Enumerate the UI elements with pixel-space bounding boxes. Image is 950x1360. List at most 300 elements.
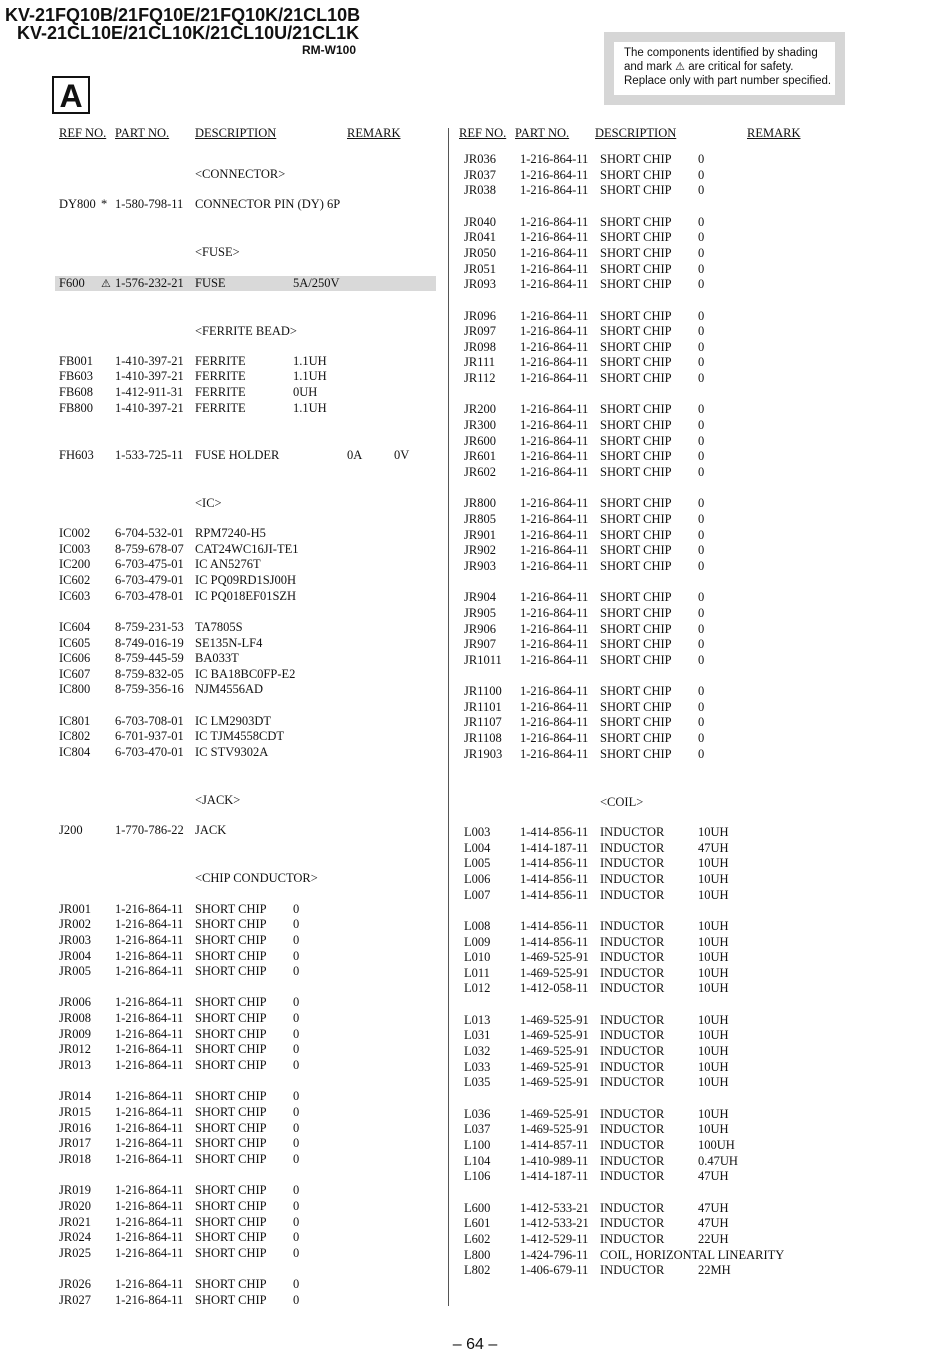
ref-no: IC800 [59, 682, 91, 697]
section-label: A [52, 76, 90, 114]
table-row [460, 888, 841, 904]
part-no: 6-703-478-01 [115, 588, 184, 603]
part-no: 1-770-786-22 [115, 823, 184, 838]
part-no: 1-414-856-11 [520, 934, 589, 949]
part-no: 1-216-864-11 [115, 1120, 184, 1135]
description: INDUCTOR [600, 1028, 665, 1043]
section-heading: <FUSE> [195, 245, 240, 260]
value: 10UH [698, 1075, 729, 1090]
part-no: 6-703-708-01 [115, 713, 184, 728]
description: SHORT CHIP [600, 496, 672, 511]
value: 0 [698, 371, 705, 386]
description: SHORT CHIP [600, 621, 672, 636]
part-no: 1-580-798-11 [115, 197, 184, 212]
value: 0 [698, 465, 705, 479]
ref-no: IC604 [59, 619, 91, 634]
table-row [460, 215, 841, 231]
ref-no: JR097 [464, 324, 496, 339]
table-row [55, 197, 436, 213]
value: 0 [698, 746, 705, 761]
table-row [55, 636, 436, 652]
description: INDUCTOR [600, 1169, 665, 1184]
part-no: 1-216-864-11 [115, 964, 184, 979]
part-no: 1-216-864-11 [115, 1151, 184, 1166]
value: 10UH [698, 1059, 729, 1074]
table-row [460, 622, 841, 638]
table-row [460, 747, 841, 763]
ref-no: JR021 [59, 1214, 91, 1229]
value: 10UH [698, 981, 729, 996]
description: SHORT CHIP [600, 731, 672, 746]
value: 0 [698, 496, 705, 511]
ref-no: JR093 [464, 277, 496, 292]
value: 0 [698, 324, 705, 339]
table-row [55, 385, 436, 401]
safety-note-line3: Replace only with part number specified. [624, 75, 832, 87]
part-no: 1-216-864-11 [115, 1105, 184, 1119]
part-no: 1-216-864-11 [520, 637, 589, 652]
ref-no: L032 [464, 1044, 491, 1059]
value: 10UH [698, 856, 729, 871]
part-no: 1-412-529-11 [520, 1231, 589, 1246]
table-row [55, 1027, 436, 1043]
table-row [460, 1232, 841, 1248]
right-header-remark: REMARK [747, 126, 801, 140]
table-row [55, 745, 436, 761]
table-row [460, 230, 841, 246]
table-row [460, 1263, 841, 1279]
table-row [55, 1183, 436, 1199]
part-no: 1-216-864-11 [520, 433, 589, 448]
part-no: 1-216-864-11 [115, 1214, 184, 1229]
part-no: 1-216-864-11 [520, 183, 589, 198]
ref-no: JR015 [59, 1105, 91, 1119]
description: FERRITE [195, 369, 246, 384]
value: 1.1UH [293, 353, 327, 368]
table-row [55, 557, 436, 573]
description: IC PQ018EF01SZH [195, 588, 297, 603]
description: INDUCTOR [600, 1153, 665, 1168]
part-no: 1-410-989-11 [520, 1153, 589, 1168]
table-row [460, 262, 841, 278]
part-no: 1-216-864-11 [115, 932, 184, 947]
value: 10UH [698, 824, 729, 839]
table-row [460, 183, 841, 199]
part-no: 1-216-864-11 [115, 1042, 184, 1057]
description: SHORT CHIP [600, 214, 672, 229]
ref-no: FB603 [59, 369, 94, 384]
ref-no: FB608 [59, 385, 94, 400]
part-no: 6-704-532-01 [115, 525, 184, 540]
value: 0 [698, 214, 705, 229]
description: SHORT CHIP [600, 465, 672, 479]
part-no: 1-216-864-11 [520, 402, 589, 417]
table-row [55, 1058, 436, 1074]
description: SHORT CHIP [195, 932, 267, 947]
description: INDUCTOR [600, 887, 665, 902]
value: 0 [293, 1120, 300, 1135]
part-no: 1-216-864-11 [520, 558, 589, 573]
description: SHORT CHIP [600, 245, 672, 260]
table-row [55, 682, 436, 698]
value: 10UH [698, 918, 729, 933]
description: SHORT CHIP [195, 1011, 267, 1026]
part-no: 1-216-864-11 [520, 605, 589, 620]
ref-no: JR602 [464, 465, 496, 479]
value: 0 [293, 1105, 300, 1119]
ref-no: L009 [464, 934, 491, 949]
table-row [460, 981, 841, 997]
value: 0 [293, 1292, 300, 1307]
ref-no: IC802 [59, 729, 91, 744]
safety-note-line2-pre: and mark [624, 61, 672, 73]
table-row [460, 1201, 841, 1217]
description: SHORT CHIP [195, 1136, 267, 1151]
table-row [55, 1105, 436, 1121]
description: IC LM2903DT [195, 713, 272, 728]
ref-no: JR040 [464, 214, 496, 229]
ref-no: L036 [464, 1106, 491, 1121]
table-row [460, 246, 841, 262]
description: INDUCTOR [600, 950, 665, 965]
ref-no: IC003 [59, 541, 91, 556]
value: 0 [698, 418, 705, 433]
table-row [55, 1011, 436, 1027]
part-no: 1-469-525-91 [520, 1012, 589, 1027]
part-no: 1-412-533-21 [520, 1216, 589, 1231]
part-no: 1-412-058-11 [520, 981, 589, 996]
description: INDUCTOR [600, 856, 665, 871]
description: INDUCTOR [600, 1263, 665, 1278]
table-row [460, 935, 841, 951]
ref-no: L100 [464, 1137, 491, 1152]
ref-no: IC605 [59, 635, 91, 650]
table-row [55, 823, 436, 839]
table-row [460, 418, 841, 434]
value: 10UH [698, 1012, 729, 1027]
table-row [460, 324, 841, 340]
value: 0 [698, 277, 705, 292]
ref-no: JR903 [464, 558, 496, 573]
value: 0 [698, 684, 705, 699]
description: INDUCTOR [600, 981, 665, 996]
table-row [460, 872, 841, 888]
ref-no: L033 [464, 1059, 491, 1074]
ref-no: JR905 [464, 605, 496, 620]
table-row [55, 714, 436, 730]
ref-no: JR907 [464, 637, 496, 652]
ref-no: JR009 [59, 1026, 91, 1041]
ref-no: IC602 [59, 572, 91, 587]
table-row [460, 449, 841, 465]
value: 0 [293, 1026, 300, 1041]
description: SHORT CHIP [600, 152, 672, 166]
part-no: 6-701-937-01 [115, 729, 184, 744]
ref-no: L007 [464, 887, 491, 902]
part-no: 1-216-864-11 [520, 746, 589, 761]
description: NJM4556AD [195, 682, 264, 697]
part-no: 1-424-796-11 [520, 1247, 589, 1262]
value: 0 [293, 917, 300, 932]
description: INDUCTOR [600, 965, 665, 980]
value: 10UH [698, 950, 729, 965]
description: SHORT CHIP [600, 418, 672, 433]
description: SHORT CHIP [195, 1151, 267, 1166]
table-row [55, 995, 436, 1011]
ref-no: F600 [59, 275, 85, 290]
ref-no: JR300 [464, 418, 496, 433]
table-row [460, 1044, 841, 1060]
part-no: 1-216-864-11 [520, 465, 589, 479]
ref-no: L800 [464, 1247, 491, 1262]
part-no: 1-216-864-11 [115, 995, 184, 1010]
value: 22MH [698, 1263, 731, 1278]
ref-no: L003 [464, 824, 491, 839]
value: 0 [293, 964, 300, 979]
part-no: 1-216-864-11 [520, 590, 589, 605]
ref-no: L006 [464, 871, 491, 886]
description: SHORT CHIP [195, 1277, 267, 1292]
part-no: 8-759-445-59 [115, 651, 184, 666]
table-row [460, 496, 841, 512]
ref-no: JR800 [464, 496, 496, 511]
ref-no: JR018 [59, 1151, 91, 1166]
table-row [460, 590, 841, 606]
ref-no: IC801 [59, 713, 91, 728]
value: 0 [293, 1042, 300, 1057]
table-row [460, 1107, 841, 1123]
value: 0 [293, 1245, 300, 1260]
ref-no: JR008 [59, 1011, 91, 1026]
part-no: 1-414-187-11 [520, 840, 589, 855]
part-no: 1-216-864-11 [520, 496, 589, 511]
value: 10UH [698, 871, 729, 886]
ref-no: JR004 [59, 948, 91, 963]
description: SHORT CHIP [195, 917, 267, 932]
description: SHORT CHIP [195, 964, 267, 979]
value: 0 [698, 355, 705, 370]
table-row [460, 684, 841, 700]
part-no: 1-216-864-11 [115, 1183, 184, 1198]
ref-no: L031 [464, 1028, 491, 1043]
ref-no: JR200 [464, 402, 496, 417]
part-no: 1-469-525-91 [520, 1122, 589, 1137]
table-row [55, 933, 436, 949]
value: 10UH [698, 1044, 729, 1059]
description: SHORT CHIP [600, 402, 672, 417]
description: INDUCTOR [600, 1106, 665, 1121]
ref-no: L035 [464, 1075, 491, 1090]
table-row [55, 1246, 436, 1262]
ref-no: L010 [464, 950, 491, 965]
part-no: 1-216-864-11 [520, 418, 589, 433]
description: IC TJM4558CDT [195, 729, 285, 744]
part-no: 6-703-479-01 [115, 572, 184, 587]
table-row [55, 401, 436, 417]
model-line-1: KV-21FQ10B/21FQ10E/21FQ10K/21CL10B [5, 5, 361, 25]
page-number: – 64 – [452, 1336, 498, 1353]
part-no: 1-216-864-11 [115, 901, 184, 916]
column-divider [448, 128, 449, 1306]
part-no: 1-216-864-11 [115, 1136, 184, 1151]
part-no: 1-216-864-11 [520, 152, 589, 166]
ref-no: JR1903 [464, 746, 503, 761]
description: BA033T [195, 651, 239, 666]
remote-model: RM-W100 [302, 43, 357, 57]
description: SHORT CHIP [195, 901, 267, 916]
part-no: 8-759-356-16 [115, 682, 184, 697]
safety-note-text [614, 42, 835, 95]
part-no: 1-414-856-11 [520, 856, 589, 871]
part-no: 1-216-864-11 [520, 308, 589, 323]
value: 0 [293, 1214, 300, 1229]
value: 0 [698, 183, 705, 198]
table-row [55, 917, 436, 933]
part-no: 1-414-856-11 [520, 887, 589, 902]
value: 0 [698, 527, 705, 542]
part-no: 1-216-864-11 [115, 1230, 184, 1245]
ref-no: JR036 [464, 152, 496, 166]
ref-no: JR805 [464, 511, 496, 526]
table-row [460, 402, 841, 418]
value: 10UH [698, 887, 729, 902]
value: 0UH [293, 385, 318, 400]
description: SHORT CHIP [600, 652, 672, 667]
ref-no: JR041 [464, 230, 496, 245]
value: 0 [698, 605, 705, 620]
table-row [460, 1122, 841, 1138]
ref-no: JR017 [59, 1136, 91, 1151]
part-no: 1-216-864-11 [115, 1245, 184, 1260]
part-no: 1-469-525-91 [520, 965, 589, 980]
table-row [55, 964, 436, 980]
part-no: 1-216-864-11 [115, 1198, 184, 1213]
table-row [55, 1089, 436, 1105]
ref-no: JR002 [59, 917, 91, 932]
value: 0 [698, 152, 705, 166]
value: 47UH [698, 1169, 729, 1184]
table-row [55, 1293, 436, 1309]
description: INDUCTOR [600, 1200, 665, 1215]
part-no: 1-469-525-91 [520, 1106, 589, 1121]
part-no: 1-414-857-11 [520, 1137, 589, 1152]
description: INDUCTOR [600, 1044, 665, 1059]
value: 0 [293, 1136, 300, 1151]
part-no: 6-703-475-01 [115, 557, 184, 572]
value: 0 [698, 245, 705, 260]
part-no: 8-759-678-07 [115, 541, 184, 556]
table-row [460, 434, 841, 450]
table-row [460, 919, 841, 935]
description: INDUCTOR [600, 1122, 665, 1137]
table-row [55, 1136, 436, 1152]
section-heading: <CONNECTOR> [195, 167, 286, 181]
table-row [460, 856, 841, 872]
table-row [55, 1042, 436, 1058]
description: INDUCTOR [600, 871, 665, 886]
description: SHORT CHIP [195, 1198, 267, 1213]
value: 0.47UH [698, 1153, 738, 1168]
ref-no: JR016 [59, 1120, 91, 1135]
ref-no: JR1011 [464, 652, 502, 667]
description: CONNECTOR PIN (DY) 6P [195, 197, 341, 212]
table-row [460, 606, 841, 622]
description: SHORT CHIP [195, 995, 267, 1010]
description: IC AN5276T [195, 557, 261, 572]
part-no: 1-216-864-11 [520, 652, 589, 667]
part-no: 8-759-832-05 [115, 666, 184, 681]
table-row [460, 168, 841, 184]
table-row [460, 371, 841, 387]
ref-no: JR1101 [464, 699, 502, 714]
ref-no: JR096 [464, 308, 496, 323]
ref-no: FB800 [59, 400, 94, 415]
table-row [460, 512, 841, 528]
table-row [460, 966, 841, 982]
value: 0 [293, 1058, 300, 1073]
value: 10UH [698, 1122, 729, 1137]
description: IC STV9302A [195, 745, 269, 760]
part-no: 1-414-856-11 [520, 871, 589, 886]
description: JACK [195, 823, 227, 838]
table-row [55, 276, 436, 292]
ref-no: JR906 [464, 621, 496, 636]
section-heading: <COIL> [600, 794, 644, 809]
part-no: 1-216-864-11 [520, 261, 589, 276]
table-row [460, 543, 841, 559]
ref-no: IC603 [59, 588, 91, 603]
part-no: 1-216-864-11 [520, 715, 589, 730]
part-no: 1-216-864-11 [520, 511, 589, 526]
ref-no: JR003 [59, 932, 91, 947]
part-no: 1-216-864-11 [520, 324, 589, 339]
description: INDUCTOR [600, 840, 665, 855]
value: 0 [698, 433, 705, 448]
value: 47UH [698, 1216, 729, 1231]
table-row [55, 354, 436, 370]
table-row [460, 1216, 841, 1232]
description: SHORT CHIP [600, 308, 672, 323]
ref-no: L013 [464, 1012, 491, 1027]
table-row [55, 526, 436, 542]
value: 0 [293, 901, 300, 916]
value: 0 [698, 261, 705, 276]
description: SHORT CHIP [195, 1026, 267, 1041]
description: SHORT CHIP [600, 637, 672, 652]
part-no: 1-469-525-91 [520, 1028, 589, 1043]
table-row [55, 542, 436, 558]
ref-no: JR904 [464, 590, 496, 605]
value: 0 [698, 637, 705, 652]
description: SHORT CHIP [600, 433, 672, 448]
part-no: 8-759-231-53 [115, 619, 184, 634]
table-row [55, 729, 436, 745]
description: FERRITE [195, 385, 246, 400]
part-no: 1-469-525-91 [520, 1044, 589, 1059]
value: 0 [293, 1011, 300, 1026]
table-row [55, 589, 436, 605]
table-row [55, 1277, 436, 1293]
description: COIL, HORIZONTAL LINEARITY [600, 1247, 785, 1262]
safety-note-line2-post: are critical for safety. [688, 61, 794, 73]
part-no: 1-216-864-11 [520, 449, 589, 464]
ref-no: JR005 [59, 964, 91, 979]
value: 47UH [698, 1200, 729, 1215]
table-row [460, 700, 841, 716]
description: SHORT CHIP [600, 605, 672, 620]
safety-note-line2 [624, 60, 835, 74]
table-row [460, 841, 841, 857]
